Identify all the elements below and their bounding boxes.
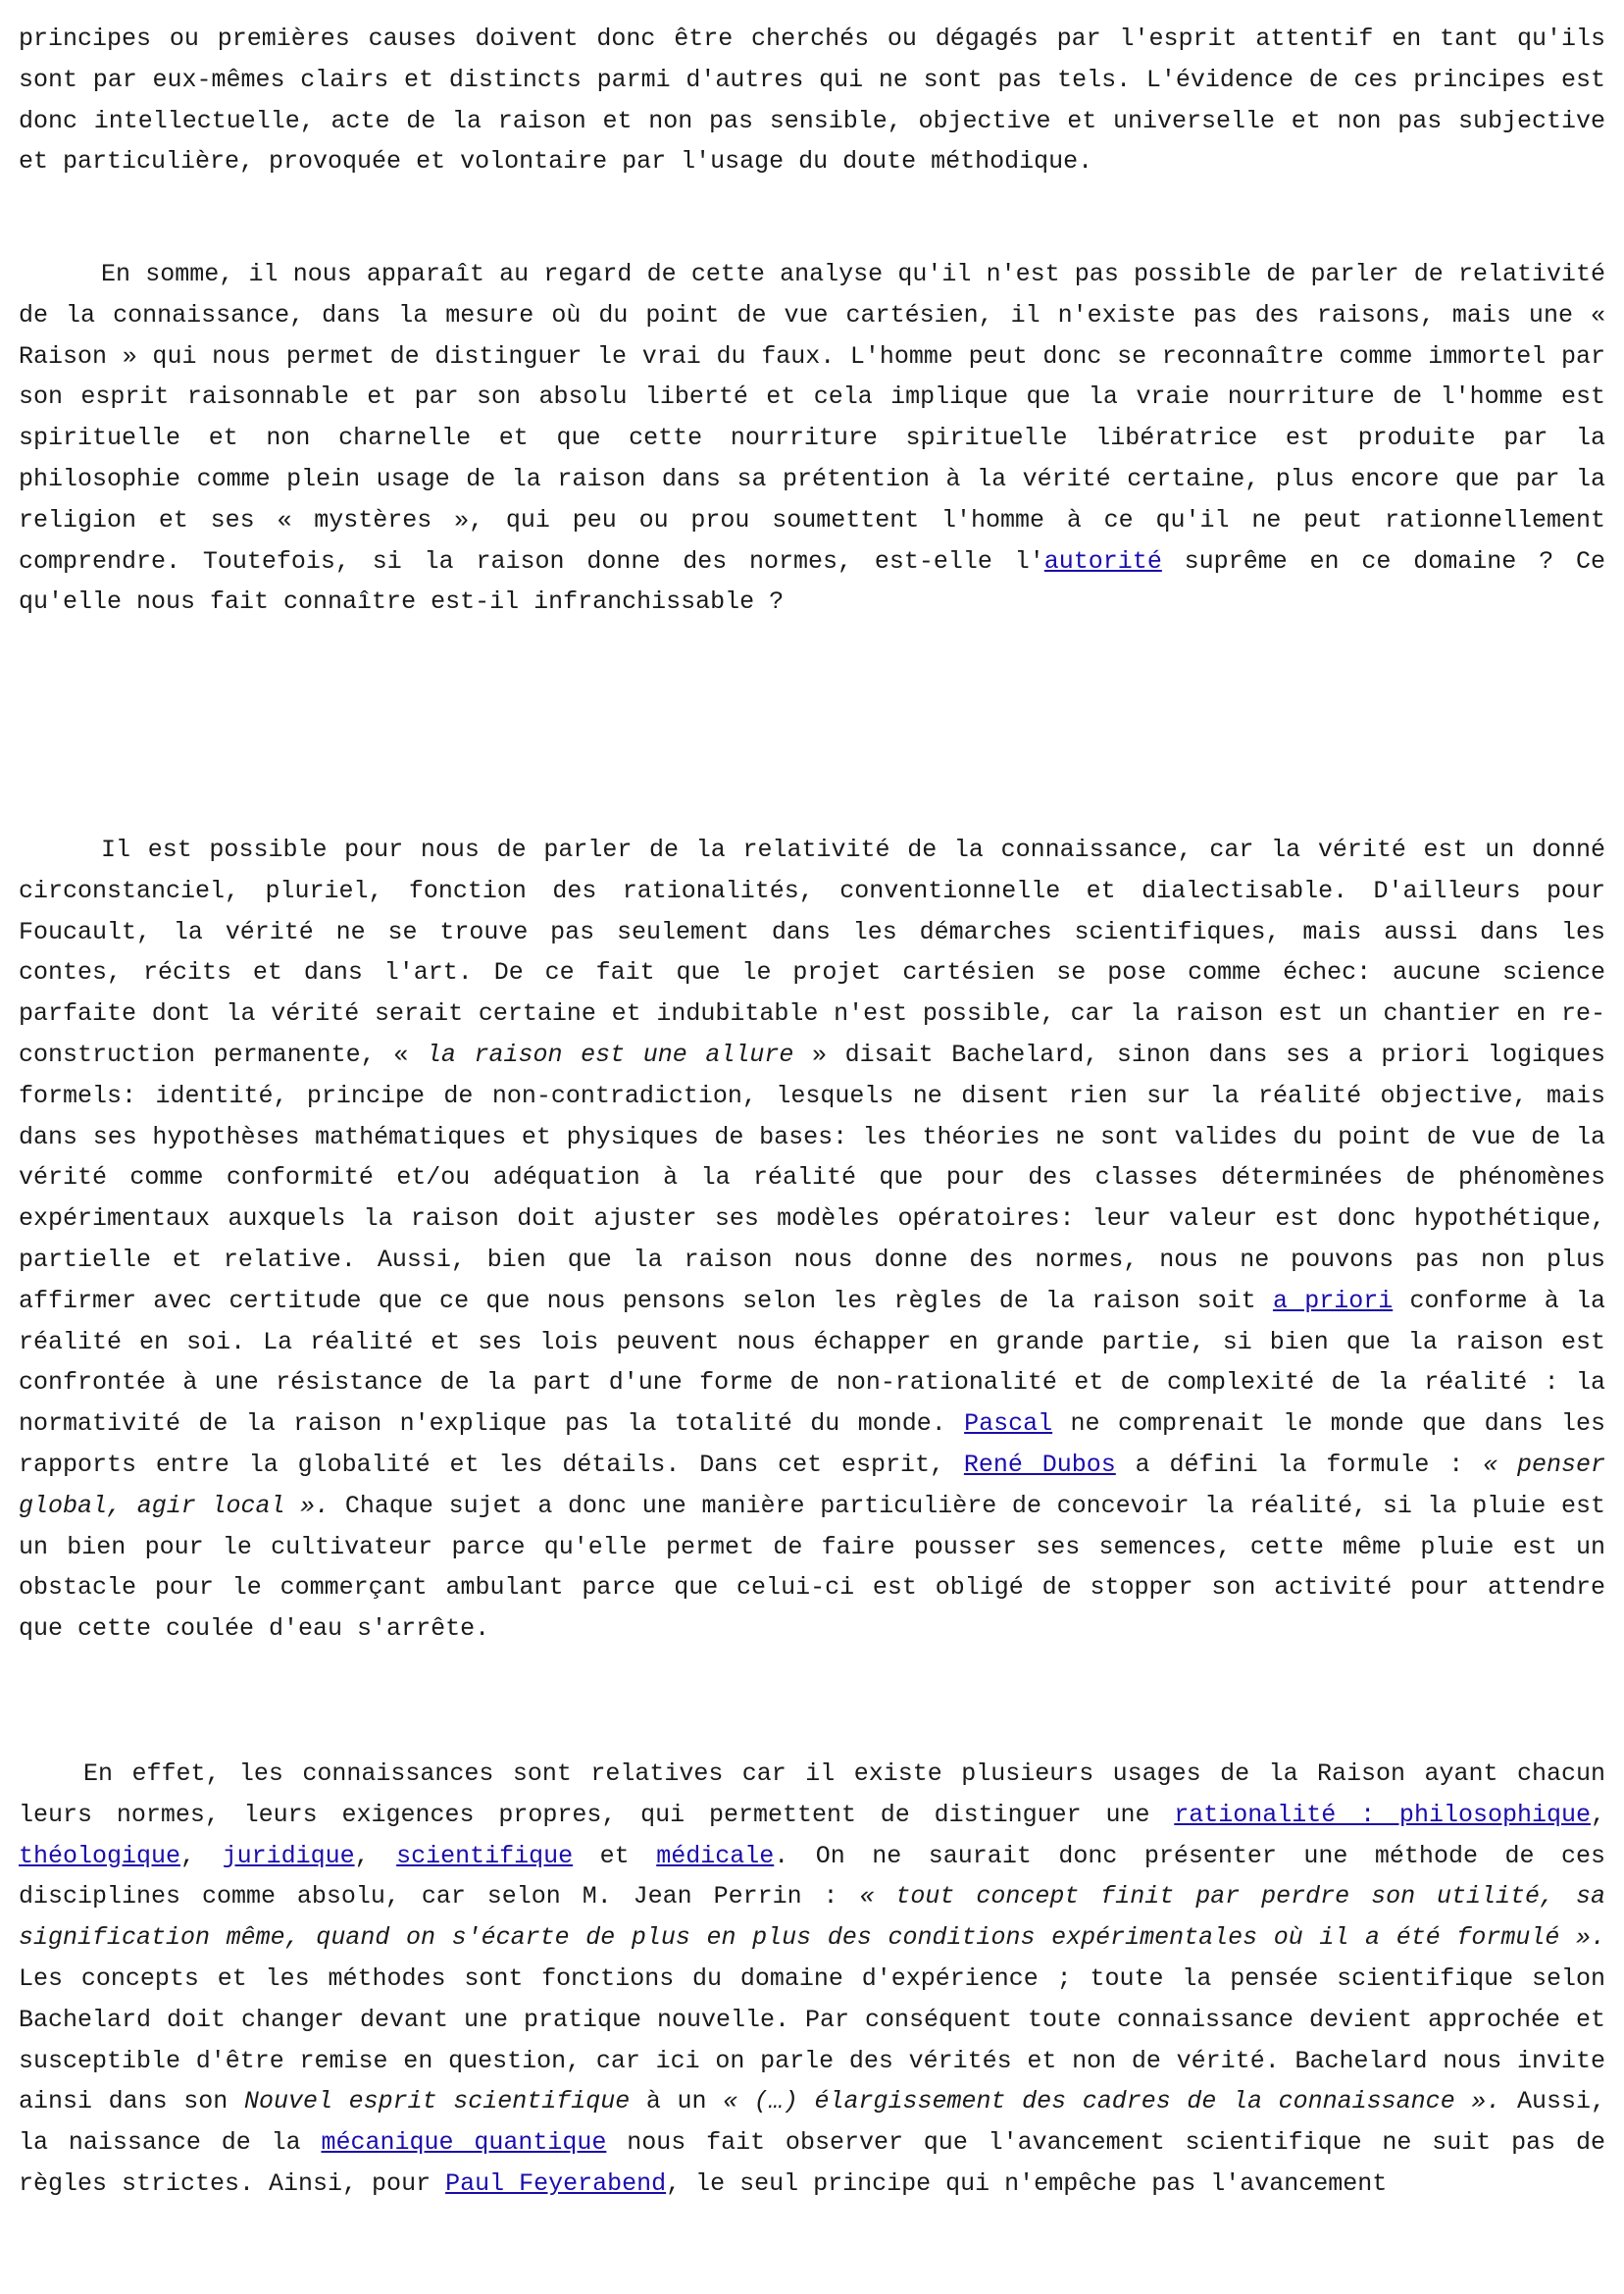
paragraph-text: Chaque sujet a donc une manière particulière de concevoir la réalité, si la pluie est un bien pour le cultivateur parce qu'elle permet de faire pousser ses semences, cette même pluie est un obstacle pour le commerçant ambulant parce que celui-ci est obligé de stopper son activité pour attendre que cette coulée d'eau s'arrête. [19, 1491, 1605, 1644]
paragraph-text: . On ne saurait donc présenter une méthode de ces disciplines comme absolu, car selon M. Jean Perrin : [19, 1841, 1605, 1912]
quote-jean-perrin: « tout concept finit par perdre son utilité, sa signification même, quand on s'écarte de plus en plus des conditions expérimentales où il a été formulé ». [19, 1882, 1605, 1953]
link-medicale[interactable]: médicale [656, 1841, 775, 1870]
paragraph-text: » disait Bachelard, sinon dans ses a priori logiques formels: identité, principe de non-contradiction, lesquels ne disent rien sur la réalité objective, mais dans ses hypothèses mathématiques et physiques de bases: les théories ne sont valides du point de vue de la vérité comme conformité et/ou adéquation à la réalité que pour des classes déterminées de phénomènes expérimentaux auxquels la raison doit ajuster ses modèles opératoires: leur valeur est donc hypothétique, partielle et relative. Aussi, bien que la raison nous donne des normes, nous ne pouvons pas non plus affirmer avec certitude que ce que nous pensons selon les règles de la raison soit [19, 1040, 1605, 1315]
link-juridique[interactable]: juridique [222, 1841, 355, 1870]
link-rationalite-philosophique[interactable]: rationalité : philosophique [1174, 1800, 1591, 1829]
paragraph-text: , [354, 1841, 397, 1870]
link-scientifique[interactable]: scientifique [396, 1841, 574, 1870]
link-theologique[interactable]: théologique [19, 1841, 181, 1870]
paragraph-en-somme [19, 254, 1605, 623]
link-rene-dubos[interactable]: René Dubos [963, 1450, 1116, 1479]
paragraph-text: a défini la formule : [1115, 1450, 1484, 1479]
paragraph-en-effet [19, 1754, 1605, 2205]
paragraph-text: , [180, 1841, 223, 1870]
paragraph-text: et [573, 1841, 657, 1870]
link-pascal[interactable]: Pascal [964, 1409, 1053, 1439]
paragraph-text: Il est possible pour nous de parler de la relativité de la connaissance, car la vérité est un donné circonstanciel, pluriel, fonction des rationalités, conventionnelle et dialectisable. D'ailleurs pour Foucault, la vérité ne se trouve pas seulement dans les démarches scientifiques, mais aussi dans les contes, récits et dans l'art. De ce fait que le projet cartésien se pose comme échec: aucune science parfaite dont la vérité serait certaine et indubitable n'est possible, car la raison est un chantier en re-construction permanente, « [19, 836, 1605, 1069]
paragraph-text: En somme, il nous apparaît au regard de cette analyse qu'il n'est pas possible de parler de relativité de la connaissance, dans la mesure où du point de vue cartésien, il n'existe pas des raisons, mais une « Raison » qui nous permet de distinguer le vrai du faux. L'homme peut donc se reconnaître comme immortel par son esprit raisonnable et par son absolu liberté et cela implique que la vraie nourriture de l'homme est spirituelle et non charnelle et que cette nourriture spirituelle libératrice est produite par la philosophie comme plein usage de la raison dans sa prétention à la vérité certaine, plus encore que par la religion et ses « mystères », qui peu ou prou soumettent l'homme à ce qu'il ne peut rationnellement comprendre. Toutefois, si la raison donne des normes, est-elle l' [19, 260, 1605, 576]
paragraph-text: à un [630, 2087, 724, 2116]
link-mecanique-quantique[interactable]: mécanique quantique [321, 2128, 607, 2158]
paragraph-text: , le seul principe qui n'empêche pas l'avancement [666, 2168, 1388, 2198]
paragraph-relativite [19, 830, 1605, 1650]
quote-dubos-formule: « penser global, agir local ». [19, 1450, 1605, 1520]
quote-bachelard-allure: la raison est une allure [426, 1040, 794, 1069]
paragraph-text: nous fait observer que l'avancement scientifique ne suit pas de règles strictes. Ainsi, pour [19, 2128, 1606, 2198]
link-paul-feyerabend[interactable]: Paul Feyerabend [445, 2168, 667, 2198]
paragraph-principes [19, 19, 1605, 182]
link-a-priori[interactable]: a priori [1272, 1286, 1394, 1315]
paragraph-text: En effet, les connaissances sont relatives car il existe plusieurs usages de la Raison ayant chacun leurs normes, leurs exigences propres, qui permettent de distinguer une [19, 1759, 1605, 1829]
paragraph-text: suprême en ce domaine ? Ce qu'elle nous fait connaître est-il infranchissable ? [19, 546, 1605, 617]
paragraph-text: principes ou premières causes doivent donc être cherchés ou dégagés par l'esprit attentif en tant qu'ils sont par eux-mêmes clairs et distincts parmi d'autres qui ne sont pas tels. L'évidence de ces principes est donc intellectuelle, acte de la raison et non pas sensible, objective et universelle et non pas subjective et particulière, provoquée et volontaire par l'usage du doute méthodique. [19, 25, 1605, 177]
paragraph-text: Les concepts et les méthodes sont fonctions du domaine d'expérience ; toute la pensée scientifique selon Bachelard doit changer devant une pratique nouvelle. Par conséquent toute connaissance devient approchée et susceptible d'être remise en question, car ici on parle des vérités et non de vérité. Bachelard nous invite ainsi dans son [19, 1963, 1605, 2116]
paragraph-text: conforme à la réalité en soi. La réalité et ses lois peuvent nous échapper en grande partie, si bien que la raison est confrontée à une résistance de la part d'une forme de non-rationalité et de complexité de la réalité : la normativité de la raison n'explique pas la totalité du monde. [19, 1286, 1605, 1439]
paragraph-text: , [1590, 1800, 1605, 1829]
quote-elargissement: « (…) élargissement des cadres de la connaissance ». [723, 2087, 1501, 2116]
book-title-nouvel-esprit: Nouvel esprit scientifique [243, 2087, 631, 2116]
link-autorite[interactable]: autorité [1043, 546, 1162, 576]
paragraph-text: ne comprenait le monde que dans les rapports entre la globalité et les détails. Dans cet esprit, [19, 1409, 1606, 1479]
paragraph-text: Aussi, la naissance de la [19, 2087, 1605, 2158]
